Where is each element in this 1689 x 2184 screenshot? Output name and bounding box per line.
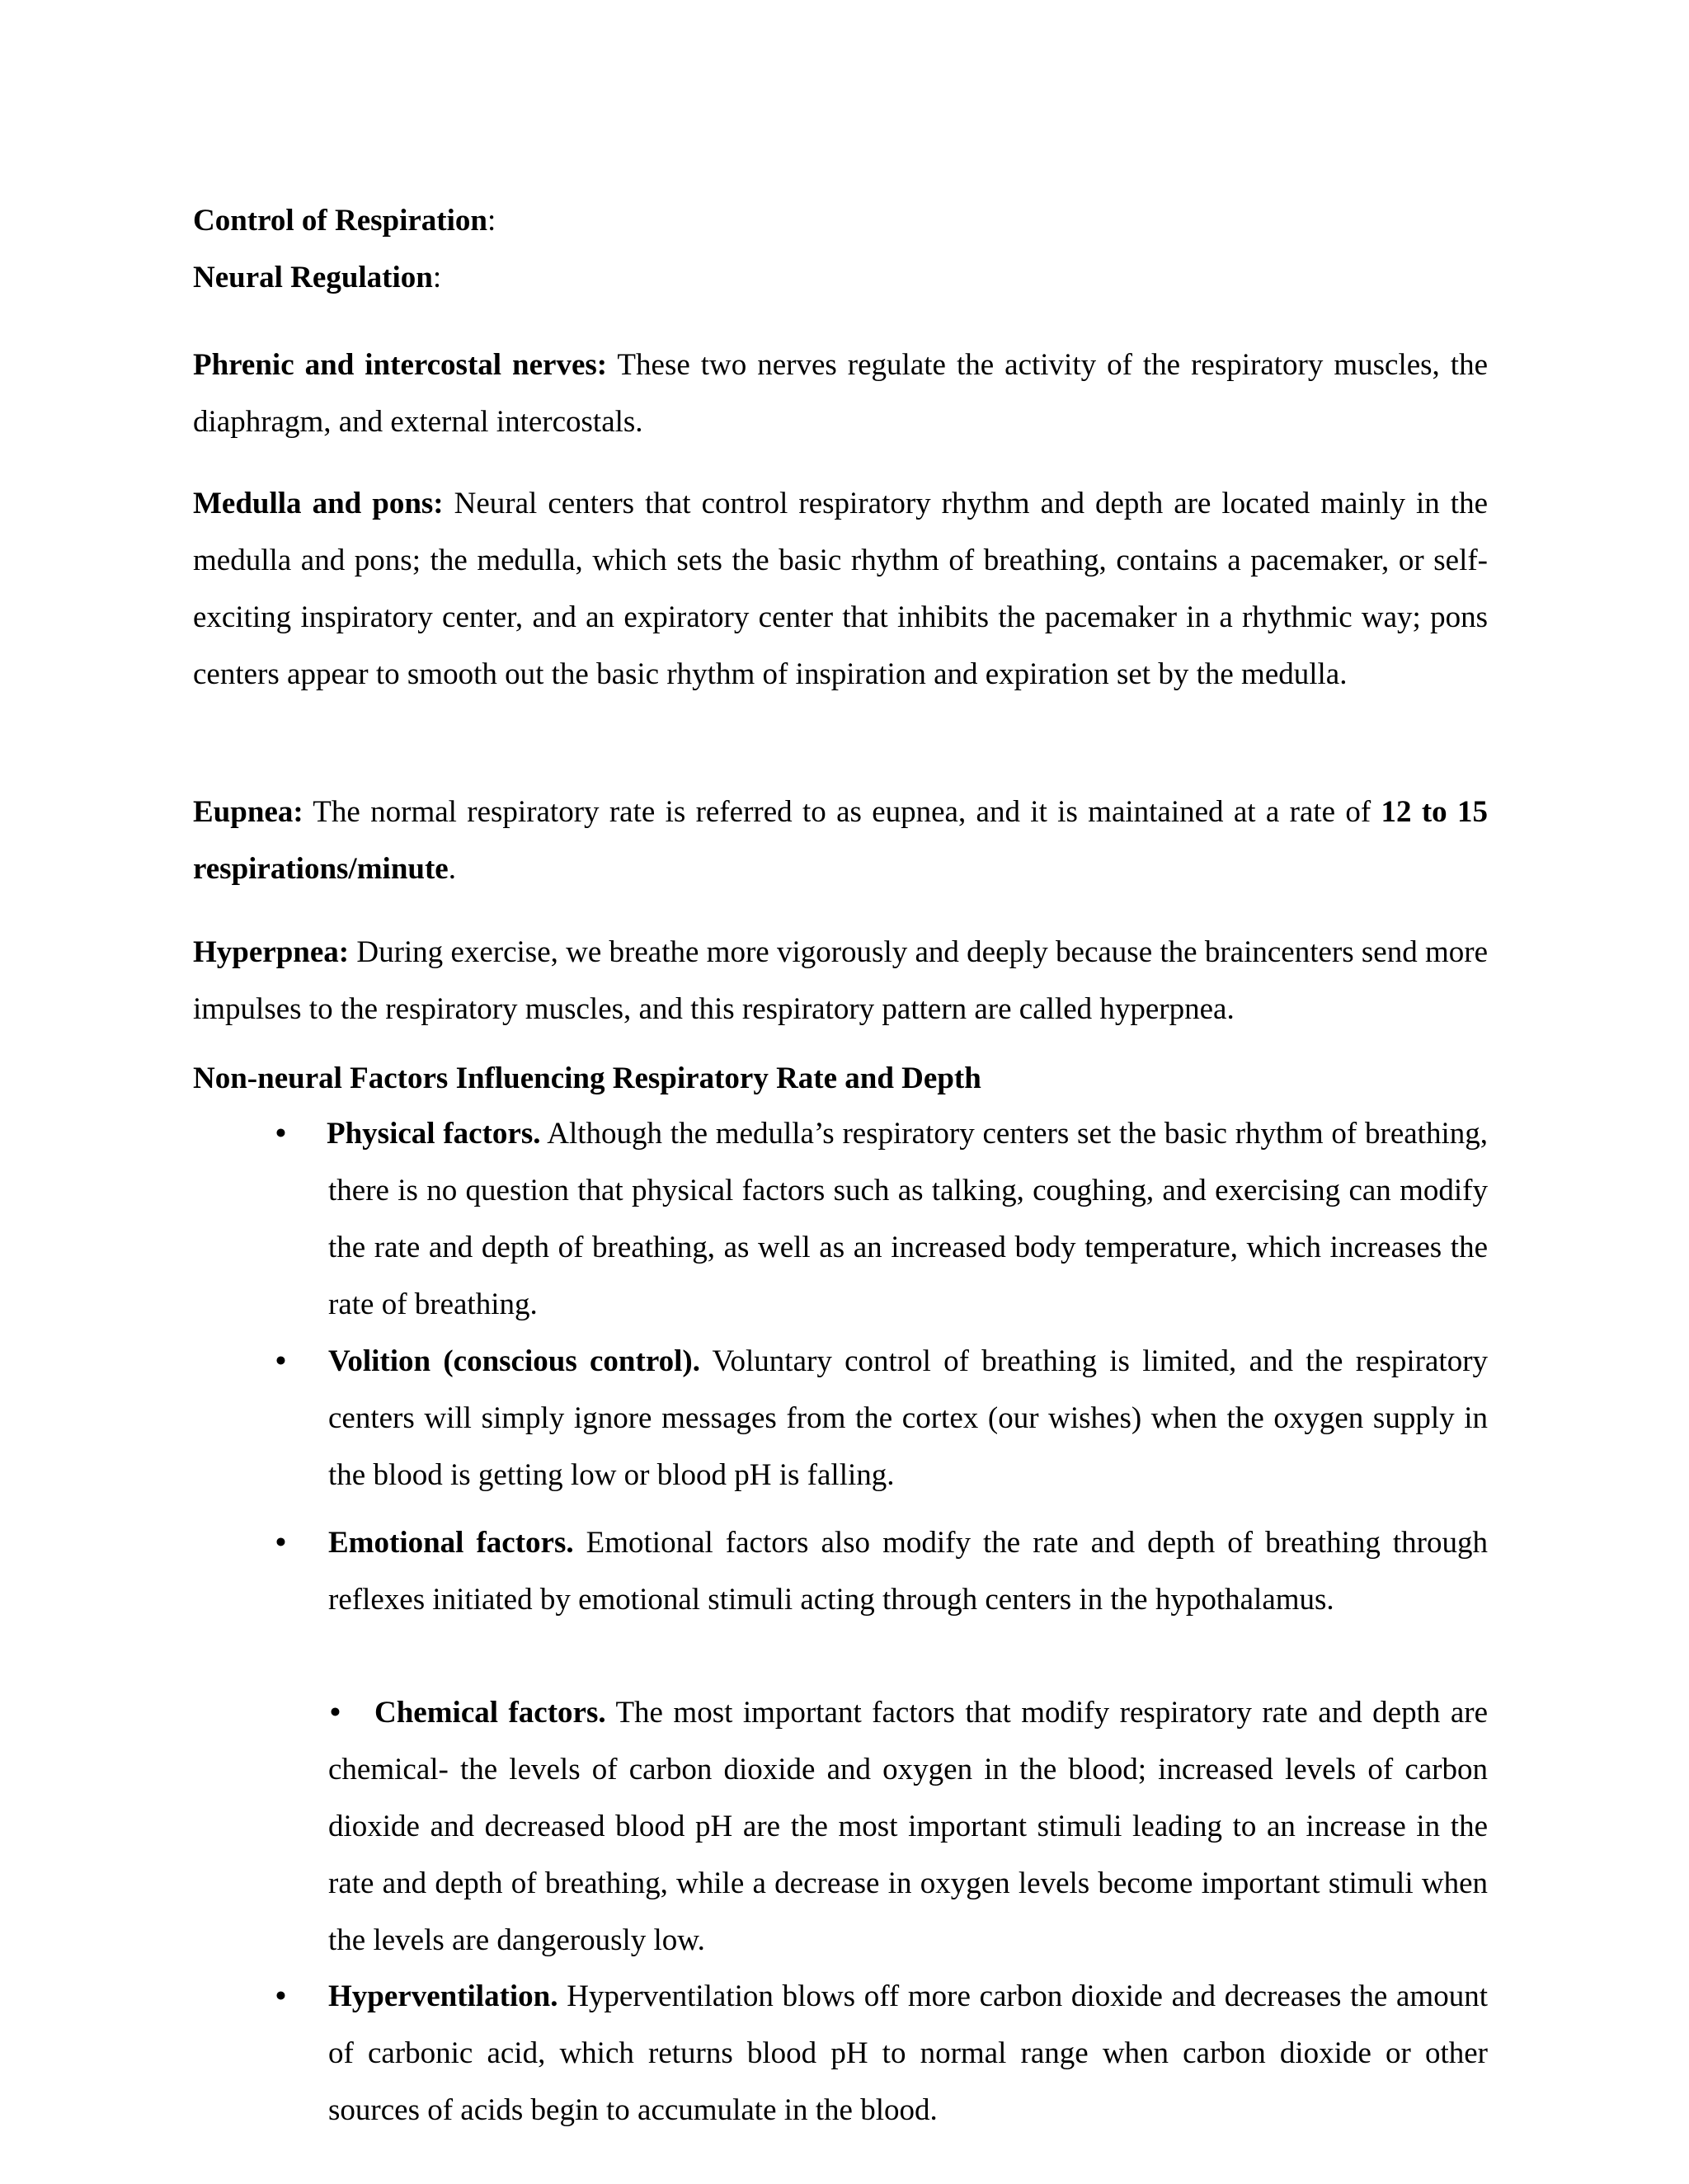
eupnea-label: Eupnea: [193, 795, 303, 829]
phrenic-text: These two nerves regulate the activity of the respiratory muscles, the diaphragm, and external intercostals. [193, 348, 1488, 439]
eupnea-text: The normal respiratory rate is referred to as eupnea, and it is maintained at a rate of [303, 795, 1381, 829]
hyperpnea-label: Hyperpnea: [193, 935, 350, 969]
subtitle-text: Neural Regulation [193, 261, 433, 294]
paragraph-medulla-pons [193, 475, 1488, 703]
physical-text: Although the medulla’s respiratory centers set the basic rhythm of breathing, there is no question that physical factors such as talking, coughing, and exercising can modify the rate and depth of breathing, as well as an increased body temperature, which increases the rate of breathing. [328, 1117, 1488, 1321]
bullet-icon: • [275, 1344, 286, 1378]
phrenic-label: Phrenic and intercostal nerves: [193, 348, 608, 382]
medulla-label: Medulla and pons: [193, 487, 444, 520]
bullet-icon: • [275, 1117, 286, 1151]
paragraph-hyperpnea [193, 924, 1488, 1038]
list-item-chemical-factors [328, 1684, 1488, 1969]
title-text: Control of Respiration [193, 204, 487, 238]
emotional-text: Emotional factors also modify the rate and depth of breathing through reflexes initiated by emotional stimuli acting through centers in the hypothalamus. [328, 1526, 1488, 1617]
list-item-volition [328, 1333, 1488, 1504]
hyperventilation-label: Hyperventilation. [328, 1979, 558, 2013]
subtitle-colon: : [432, 261, 442, 294]
bullet-icon: • [275, 1979, 286, 2013]
paragraph-phrenic-nerves [193, 337, 1488, 450]
physical-label: Physical factors. [327, 1117, 541, 1151]
volition-label: Volition (conscious control). [328, 1344, 700, 1378]
bullet-icon: • [330, 1696, 341, 1730]
document-title [193, 200, 496, 242]
section-heading-non-neural: Non-neural Factors Influencing Respiratory Rate and Depth [193, 1061, 981, 1095]
eupnea-rate: 12 to 15 respirations/minute [193, 795, 1488, 886]
title-colon: : [487, 204, 496, 238]
eupnea-end: . [448, 852, 456, 886]
chemical-label: Chemical factors. [374, 1696, 606, 1730]
list-item-hyperventilation [328, 1968, 1488, 2139]
bullet-icon: • [275, 1526, 286, 1560]
section-heading-neural-regulation [193, 257, 441, 299]
list-item-physical-factors [328, 1105, 1488, 1333]
medulla-text: Neural centers that control respiratory rhythm and depth are located mainly in the medulla and pons; the medulla, which sets the basic rhythm of breathing, contains a pacemaker, or self-exciting inspiratory center, and an expiratory center that inhibits the pacemaker in a rhythmic way; pons centers appear to smooth out the basic rhythm of inspiration and expiration set by the medulla. [193, 487, 1489, 691]
list-item-emotional-factors [328, 1514, 1488, 1628]
hyperpnea-text: During exercise, we breathe more vigorously and deeply because the braincenters send more impulses to the respiratory muscles, and this respiratory pattern are called hyperpnea. [193, 935, 1488, 1026]
hyperventilation-text: Hyperventilation blows off more carbon dioxide and decreases the amount of carbonic acid, which returns blood pH to normal range when carbon dioxide or other sources of acids begin to accumulate in the blood. [328, 1979, 1488, 2127]
emotional-label: Emotional factors. [328, 1526, 574, 1560]
paragraph-eupnea [193, 784, 1488, 897]
volition-text: Voluntary control of breathing is limited, and the respiratory centers will simply ignore messages from the cortex (our wishes) when the oxygen supply in the blood is getting low or blood pH is falling. [328, 1344, 1489, 1492]
chemical-text: The most important factors that modify respiratory rate and depth are chemical- the levels of carbon dioxide and oxygen in the blood; increased levels of carbon dioxide and decreased blood pH are the most important stimuli leading to an increase in the rate and depth of breathing, while a decrease in oxygen levels become important stimuli when the levels are dangerously low. [328, 1696, 1488, 1957]
